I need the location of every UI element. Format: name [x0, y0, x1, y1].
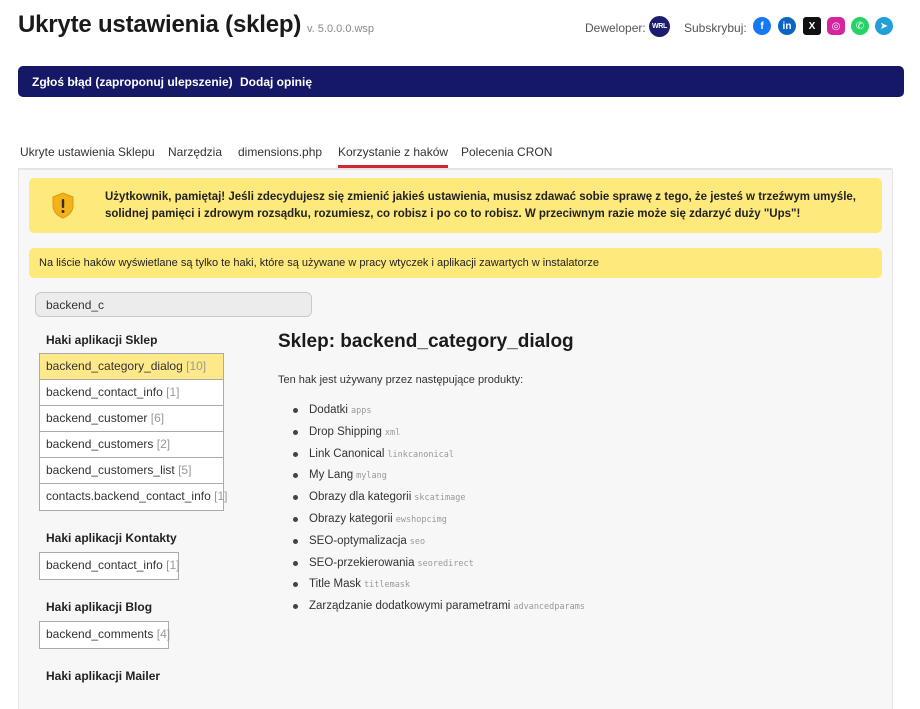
list-item [293, 422, 585, 444]
developer-label: Deweloper: [585, 21, 646, 35]
product-name: SEO-optymalizacja [309, 534, 407, 547]
hook-item[interactable] [40, 380, 223, 406]
info-text: Na liście haków wyświetlane są tylko te haki, które są używane w pracy wtyczek i aplikacji zawartych w instalatorze [39, 257, 599, 269]
list-item [293, 465, 585, 487]
add-review-link[interactable]: Dodaj opinię [240, 75, 312, 89]
hook-count: [6] [150, 411, 165, 425]
product-name: My Lang [309, 469, 354, 482]
tab-hooks[interactable]: Korzystanie z haków [338, 145, 448, 168]
group-title-sklep: Haki aplikacji Sklep [46, 333, 158, 347]
warning-banner [29, 178, 882, 233]
product-list [293, 400, 585, 618]
product-name: Obrazy kategorii [309, 512, 393, 525]
product-name: Title Mask [309, 578, 361, 591]
warning-shield-icon [51, 192, 75, 219]
subscribe-label: Subskrybuj: [684, 21, 747, 35]
tab-cron[interactable]: Polecenia CRON [461, 145, 553, 159]
product-name: Drop Shipping [309, 425, 382, 438]
group-title-kontakty: Haki aplikacji Kontakty [46, 531, 177, 545]
report-bug-link[interactable]: Zgłoś błąd (zaproponuj ulepszenie) [32, 75, 233, 89]
bullet-icon [293, 604, 298, 609]
hook-name: backend_customer [46, 411, 148, 425]
product-name: Zarządzanie dodatkowymi parametrami [309, 600, 511, 613]
product-code: seo [409, 536, 426, 547]
product-name: SEO-przekierowania [309, 556, 415, 569]
hook-count: [1] [166, 385, 180, 399]
hook-list-sklep [39, 353, 228, 511]
product-code: mylang [356, 471, 387, 482]
tab-tools[interactable]: Narzędzia [168, 145, 223, 159]
hook-item[interactable] [40, 458, 223, 484]
product-code: skcatimage [414, 493, 466, 504]
linkedin-icon[interactable]: in [778, 17, 796, 35]
product-code: seoredirect [417, 558, 474, 569]
group-title-mailer: Haki aplikacji Mailer [46, 669, 161, 683]
telegram-icon[interactable]: ➤ [875, 17, 893, 35]
list-item [293, 531, 585, 553]
hook-item[interactable] [40, 354, 223, 380]
tab-dimensions[interactable]: dimensions.php [238, 145, 323, 159]
hook-item[interactable] [40, 484, 228, 510]
bullet-icon [293, 517, 298, 522]
hook-item[interactable] [40, 622, 171, 648]
bullet-icon [293, 561, 298, 566]
product-code: ewshopcimg [395, 514, 447, 525]
hook-count: [5] [178, 463, 192, 477]
x-icon[interactable]: X [803, 17, 821, 35]
hook-name: backend_customers [46, 437, 154, 451]
tab-bar [20, 145, 900, 169]
page-title: Ukryte ustawienia (sklep) [18, 11, 302, 38]
list-item [293, 596, 585, 618]
list-item [293, 553, 585, 575]
list-item [293, 444, 585, 466]
hook-detail-description: Ten hak jest używany przez następujące produkty: [278, 374, 524, 386]
hook-list-kontakty [39, 552, 179, 580]
hook-detail-title: Sklep: backend_category_dialog [278, 331, 574, 352]
top-navbar [18, 66, 904, 97]
bullet-icon [293, 408, 298, 413]
hook-name: backend_customers_list [46, 463, 175, 477]
bullet-icon [293, 582, 298, 587]
list-item [293, 574, 585, 596]
bullet-icon [293, 430, 298, 435]
product-code: apps [351, 406, 372, 416]
bullet-icon [293, 495, 298, 500]
hook-item[interactable] [40, 406, 223, 432]
hook-name: backend_category_dialog [46, 359, 183, 373]
product-code: titlemask [363, 580, 411, 591]
version-label: v. 5.0.0.0.wsp [307, 23, 375, 35]
tab-hidden-settings[interactable]: Ukryte ustawienia Sklepu [20, 145, 155, 159]
hook-count: [2] [156, 437, 171, 451]
header [18, 10, 902, 50]
list-item [293, 509, 585, 531]
product-code: linkcanonical [387, 449, 454, 460]
hook-item[interactable] [40, 432, 223, 458]
hook-count: [1] [214, 489, 228, 503]
facebook-icon[interactable]: f [753, 17, 771, 35]
bullet-icon [293, 539, 298, 544]
warning-text: Użytkownik, pamiętaj! Jeśli zdecydujesz się zmienić jakieś ustawienia, musisz zdawać sobie sprawę z tego, że jesteś w trzeźwym umyśle, solidnej pamięci i zdrowym rozsądku, rozumiesz, co robisz i po co to robisz. W przeciwnym razie może się zdarzyć duży "Ups"! [105, 191, 856, 220]
whatsapp-icon[interactable]: ✆ [851, 17, 869, 35]
hook-list-blog [39, 621, 169, 649]
hook-count: [10] [186, 359, 207, 373]
product-code: xml [384, 427, 401, 438]
hook-name: backend_contact_info [46, 385, 163, 399]
list-item [293, 400, 585, 422]
hook-name: contacts.backend_contact_info [46, 489, 211, 503]
bullet-icon [293, 473, 298, 478]
hook-name: backend_contact_info [46, 558, 163, 572]
instagram-icon[interactable]: ◎ [827, 17, 845, 35]
hook-count: [4] [156, 627, 171, 641]
hook-count: [1] [166, 558, 180, 572]
developer-logo[interactable]: WRL [649, 16, 670, 37]
info-banner [29, 248, 882, 278]
hook-item[interactable] [40, 553, 178, 579]
product-name: Obrazy dla kategorii [309, 491, 412, 504]
hook-search-input[interactable] [35, 292, 312, 317]
bullet-icon [293, 452, 298, 457]
list-item [293, 487, 585, 509]
product-name: Dodatki [309, 404, 348, 416]
product-name: Link Canonical [309, 447, 385, 460]
hook-name: backend_comments [46, 627, 154, 641]
product-code: advancedparams [513, 602, 585, 613]
group-title-blog: Haki aplikacji Blog [46, 600, 153, 614]
